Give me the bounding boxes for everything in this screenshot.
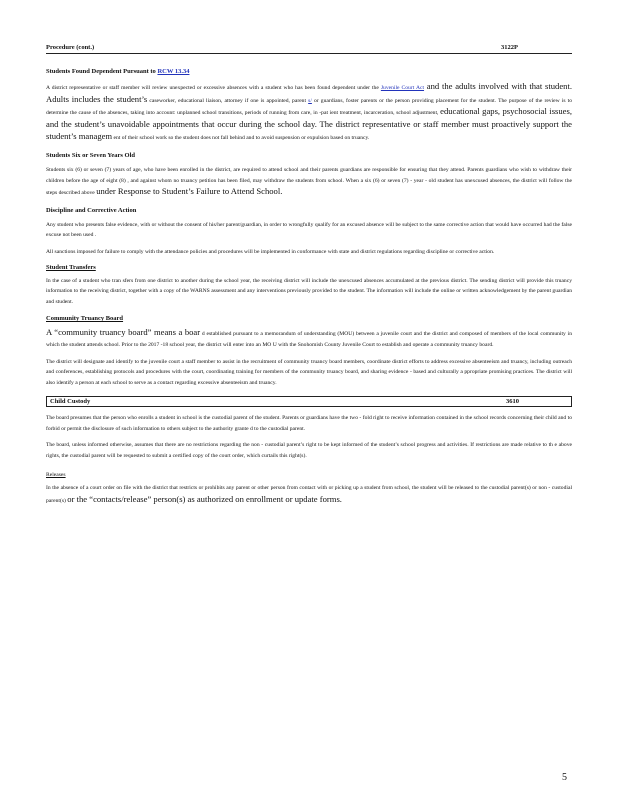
page-header xyxy=(46,44,572,51)
juvenile-court-act-link[interactable]: Juvenile Court Act xyxy=(380,85,425,91)
heading-text: Students Found Dependent Pursuant to xyxy=(46,68,156,75)
section-heading-child-custody xyxy=(46,396,572,407)
text: educational gaps, psychosocial issues, and the student’s unavoidable appointments that occur during the school day. The district representative or staff member must proactively support the student’s managem xyxy=(46,106,572,142)
text: under Response to Student’s Failure to Attend School. xyxy=(96,186,283,197)
text: caseworker, educational liaison, attorney if one is appointed, parent xyxy=(149,97,307,104)
paragraph-dependent xyxy=(46,81,572,144)
paragraph-custody-2: The board, unless informed otherwise, assumes that there are no restrictions regarding the non - custodial parent’s right to be kept informed of the student’s school progress and activities. If restrictions are made relative to th e above rights, the custodial parent will be requested to submit a certified copy of the court order, which curtails this right(s). xyxy=(46,442,572,460)
section-heading-discipline: Discipline and Corrective Action xyxy=(46,206,137,214)
header-code: 3122P xyxy=(501,44,518,51)
paragraph-truancy-board-2: The district will designate and identify to the juvenile court a staff member to assist in the recruitment of community truancy board members, coordinate district efforts to address excessive absenteeism and truancy, including outreach and conferences, establishing protocols and procedures with the court, coordinating training for members of the community truancy board, and sharing evidence - based and culturally a ppropriate promising practices. The district will also identify a person at each school to serve as a contact regarding excessive absenteeism and truancy. xyxy=(46,358,572,386)
text: ent of their school work so the student does not fall behind and to avoid suspension or expulsion based on truancy. xyxy=(113,135,370,142)
text: d established pursuant to a memorandum of understanding (MOU) between a juvenile court and the district and composed of members of the local community in which the student attends school. Prior to the 2017 -18 school year, the district will enter into an MO U with the Snohomish County Juvenile Court to establish and operate a community truancy board. xyxy=(46,331,572,348)
header-title: Procedure (cont.) xyxy=(46,44,95,51)
text: In the absence of a court order on file with the district that restricts or prohibits any parent or other person from contact with or picking up a student from school, the student will be released to the custodial parent(s) or non - custodial parent(s) xyxy=(46,485,572,504)
policy-code: 3610 xyxy=(506,398,519,406)
text: or the “contacts/release” person(s) as authorized on enrollment or update forms. xyxy=(67,493,342,504)
text: Students six (6) or seven (7) years of age, who have been enrolled in the district, are required to attend school and their parents guardians are responsible for ensuring that they attend. Parents guardians who wish to withdraw their children before the age of eight (8) , and against whom no truancy petition has been filed, may withdraw the students from school. When a six (6) or seven (7) - year - old student has unexcused absences, the district will follow the steps described above xyxy=(46,166,572,197)
paragraph-six-seven xyxy=(46,165,572,199)
paragraph-transfers: In the case of a student who tran sfers from one district to another during the school year, the receiving district will include the unexcused absences accumulated at the previous district. The sending district will provide this truancy information to the receiving district, together with a copy of the WARNS assessment and any interventions previously provided to the student. The information will include the online or written acknowledgement by the parent guardian and student. xyxy=(46,277,572,305)
paragraph-discipline-2: All sanctions imposed for failure to comply with the attendance policies and procedures will be implemented in conformance with state and district regulations regarding discipline or corrective action. xyxy=(46,248,495,255)
page-number: 5 xyxy=(562,772,567,783)
section-heading-releases: Releases xyxy=(46,471,66,478)
rcw-link[interactable]: RCW 13.34 xyxy=(157,68,190,75)
paragraph-truancy-board-1 xyxy=(46,327,572,350)
section-heading-dependent xyxy=(46,68,572,75)
section-heading-six-seven: Students Six or Seven Years Old xyxy=(46,151,136,159)
text: or guardians, foster parents or the person providing placement for the student. The purpose of the review is to determine the cause of the absences, taking into account: unplanned school transitions, periods of running from care, in -pat ient treatment, incarceration, school adjustment, xyxy=(46,97,572,117)
paragraph-discipline-1: Any student who presents false evidence, with or without the consent of his/her parent/guardian, in order to wrongfully qualify for an excused absence will be subject to the same corrective action that would have occurred had the false excuse not been used . xyxy=(46,221,572,239)
heading-text: Child Custody xyxy=(50,398,91,406)
document-page xyxy=(46,44,572,506)
paragraph-custody-1: The board presumes that the person who enrolls a student in school is the custodial parent of the student. Parents or guardians have the two - fold right to receive information contained in the school records concerning their child and to forbid or permit the disclosure of such information to others subject to the authority grante d to the custodial parent. xyxy=(46,415,572,432)
section-heading-truancy-board: Community Truancy Board xyxy=(46,315,124,323)
text: A district representative or staff member will review unexpected or excessive absences with a student who has been found dependent under the xyxy=(46,85,379,91)
text: and the adults involved with that student. Adults includes the student’s xyxy=(46,81,572,104)
header-rule xyxy=(46,53,572,54)
section-heading-transfers: Student Transfers xyxy=(46,263,96,271)
text: A “community truancy board” means a boar xyxy=(46,327,201,338)
parent-link[interactable]: s/ xyxy=(308,97,312,104)
paragraph-releases xyxy=(46,483,572,506)
